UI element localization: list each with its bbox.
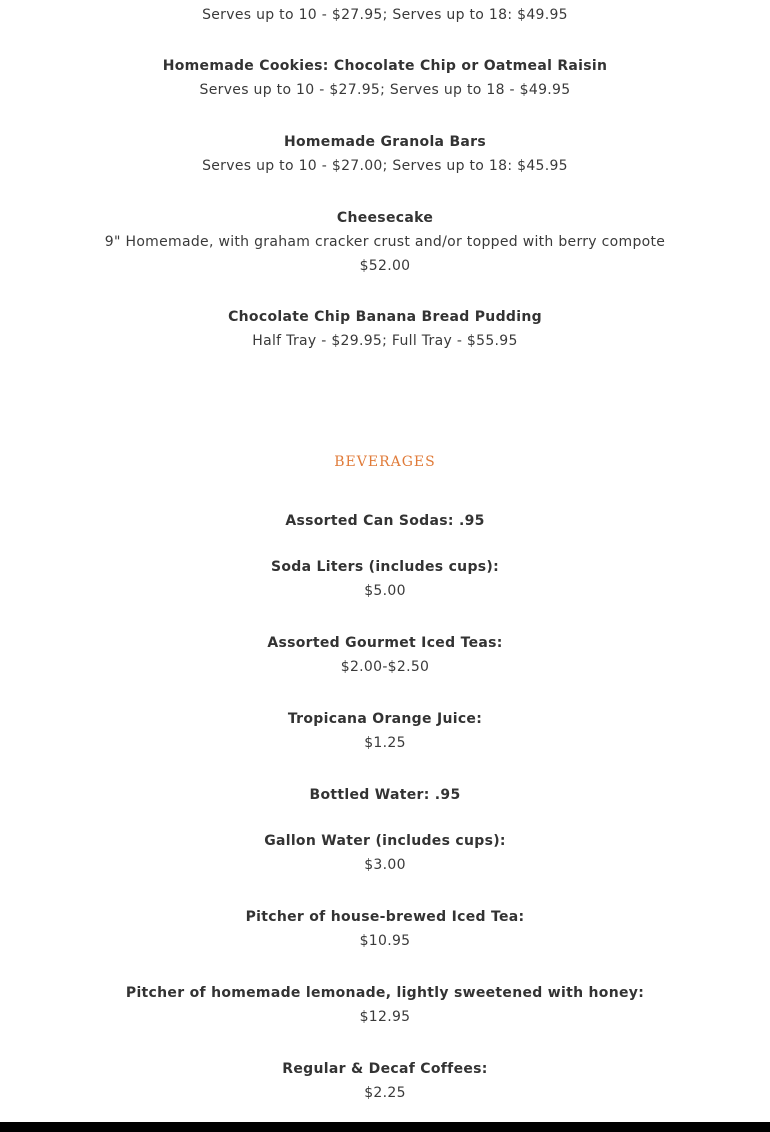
beverage-item-name: Bottled Water: .95: [309, 787, 461, 803]
beverage-item-price: $2.25: [364, 1085, 406, 1101]
beverage-item-price: $10.95: [359, 933, 411, 949]
beverage-item-name: Soda Liters (includes cups):: [270, 559, 500, 575]
cheesecake-name: Cheesecake: [336, 210, 434, 226]
bread-pudding-name: Chocolate Chip Banana Bread Pudding: [228, 309, 542, 325]
bread-pudding-detail: Half Tray - $29.95; Full Tray - $55.95: [252, 333, 518, 349]
beverage-item-price: $12.95: [359, 1009, 411, 1025]
cookies-detail: Serves up to 10 - $27.95; Serves up to 18 - $49.95: [199, 82, 571, 98]
cookies-name: Homemade Cookies: Chocolate Chip or Oatmeal Raisin: [162, 58, 608, 74]
beverage-item-price: $3.00: [364, 857, 406, 873]
beverage-item-price: $2.00-$2.50: [340, 659, 430, 675]
beverage-item-name: Assorted Gourmet Iced Teas:: [267, 635, 503, 651]
beverage-item-name: Gallon Water (includes cups):: [264, 833, 506, 849]
cheesecake-description: 9" Homemade, with graham cracker crust and/or topped with berry compote: [104, 234, 666, 250]
beverages-heading: BEVERAGES: [334, 454, 436, 470]
previous-item-detail: Serves up to 10 - $27.95; Serves up to 18: $49.95: [202, 7, 568, 23]
beverage-item-price: $1.25: [364, 735, 406, 751]
beverage-item-name: Regular & Decaf Coffees:: [282, 1061, 488, 1077]
granola-name: Homemade Granola Bars: [283, 134, 487, 150]
beverage-item-price: $5.00: [364, 583, 406, 599]
cheesecake-price: $52.00: [359, 258, 411, 274]
beverage-item-name: Pitcher of house-brewed Iced Tea:: [245, 909, 525, 925]
beverage-item-name: Assorted Can Sodas: .95: [285, 513, 485, 529]
footer-bar: [0, 1122, 770, 1132]
beverage-item-name: Tropicana Orange Juice:: [287, 711, 483, 727]
beverage-item-name: Pitcher of homemade lemonade, lightly sweetened with honey:: [125, 985, 645, 1001]
granola-detail: Serves up to 10 - $27.00; Serves up to 18: $45.95: [202, 158, 568, 174]
